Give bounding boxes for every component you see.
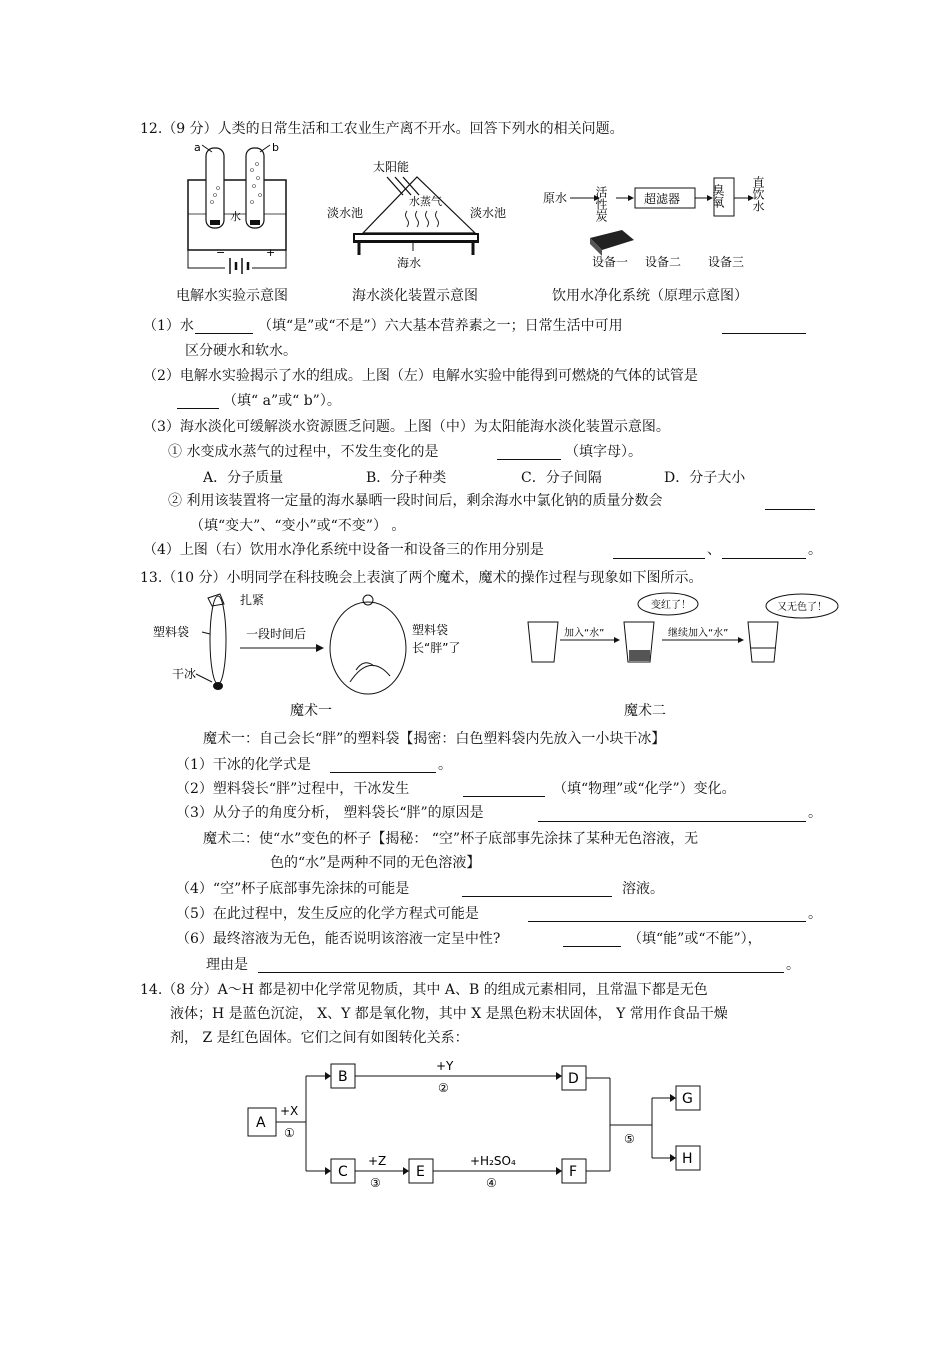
edge-n1: ① xyxy=(284,1126,295,1140)
q12-p3-1-end: （填字母）。 xyxy=(565,444,642,460)
q12-p2-end: （填“ a”或“ b”）。 xyxy=(223,393,341,409)
q13-q5: （5）在此过程中，发生反应的化学方程式可能是 xyxy=(176,906,479,922)
q13-q6-reason: 理由是 xyxy=(206,957,248,973)
caption-magic-one: 魔术一 xyxy=(290,703,332,719)
q12-p4-end: 。 xyxy=(808,542,822,558)
q13-magic1-intro: 魔术一：自己会长“胖”的塑料袋【揭密：白色塑料袋内先放入一小块干冰】 xyxy=(203,731,666,747)
edge-x: +X xyxy=(280,1104,299,1118)
node-c: C xyxy=(338,1164,348,1180)
label-vapor: 水蒸气 xyxy=(409,195,442,208)
caption-magic-two: 魔术二 xyxy=(624,703,666,719)
option-d: D．分子大小 xyxy=(664,470,746,486)
label-carbon: 活性炭 xyxy=(594,186,608,222)
q13-title: 13.（10 分）小明同学在科技晚会上表演了两个魔术，魔术的操作过程与现象如下图所示。 xyxy=(140,570,703,586)
label-minus: − xyxy=(216,246,226,259)
q13-q3-end: 。 xyxy=(808,805,822,821)
q12-p3-1: ① 水变成水蒸气的过程中，不发生变化的是 xyxy=(168,444,439,460)
q13-magic2-intro: 魔术二：使“水”变色的杯子【揭秘： “空”杯子底部事先涂抹了某种无色溶液，无 xyxy=(203,831,699,847)
q13-q1-end: 。 xyxy=(438,757,452,773)
label-filter: 超滤器 xyxy=(644,192,681,206)
label-direct: 直饮水 xyxy=(751,176,765,212)
caption-electrolysis: 电解水实验示意图 xyxy=(176,288,288,304)
label-plus: + xyxy=(266,246,276,259)
label-water: 水 xyxy=(230,210,241,223)
option-a: A．分子质量 xyxy=(203,470,284,486)
edge-n4: ④ xyxy=(486,1176,497,1190)
purification-figure xyxy=(540,168,785,272)
q12-p1-start: （1）水 xyxy=(143,318,194,334)
edge-h2so4: +H₂SO₄ xyxy=(470,1154,516,1168)
answer-blank[interactable] xyxy=(528,921,806,922)
label-b: b xyxy=(272,141,279,154)
label-raw: 原水 xyxy=(543,191,568,205)
edge-n5: ⑤ xyxy=(624,1132,635,1146)
answer-blank[interactable] xyxy=(765,509,815,510)
q13-q6: （6）最终溶液为无色，能否说明该溶液一定呈中性? xyxy=(176,931,501,947)
q14-line3: 剂， Z 是红色固体。它们之间有如图转化关系： xyxy=(170,1030,469,1046)
node-e: E xyxy=(416,1164,425,1180)
q12-p1-end: 区分硬水和软水。 xyxy=(185,343,297,359)
answer-blank[interactable] xyxy=(497,459,561,460)
label-add: 加入“水” xyxy=(564,628,605,639)
answer-blank[interactable] xyxy=(563,946,621,947)
q13-q3: （3）从分子的角度分析， 塑料袋长“胖”的原因是 xyxy=(176,805,484,821)
label-sun: 太阳能 xyxy=(373,160,410,174)
answer-blank[interactable] xyxy=(462,896,612,897)
label-tie: 扎紧 xyxy=(240,593,265,607)
label-ice: 干冰 xyxy=(172,667,197,681)
edge-n2: ② xyxy=(438,1081,449,1095)
q13-q1: （1）干冰的化学式是 xyxy=(176,757,311,773)
q12-p1-mid: （填“是”或“不是”）六大基本营养素之一；日常生活中可用 xyxy=(258,318,623,334)
answer-blank[interactable] xyxy=(177,408,219,409)
label-fresh-left: 淡水池 xyxy=(327,206,364,220)
label-arrow: 一段时间后 xyxy=(246,627,307,641)
node-h: H xyxy=(682,1151,693,1167)
answer-blank[interactable] xyxy=(330,772,436,773)
label-sea: 海水 xyxy=(397,256,422,270)
q13-q2: （2）塑料袋长“胖”过程中，干冰发生 xyxy=(176,781,410,797)
label-clear: 又无色了！ xyxy=(777,602,827,613)
label-dev1: 设备一 xyxy=(592,255,629,269)
q12-p2: （2）电解水实验揭示了水的组成。上图（左）电解水实验中能得到可燃烧的气体的试管是 xyxy=(143,368,698,384)
q13-q5-end: 。 xyxy=(808,906,822,922)
caption-desalination: 海水淡化装置示意图 xyxy=(352,288,478,304)
q12-p3-2: ② 利用该装置将一定量的海水暴晒一段时间后，剩余海水中氯化钠的质量分数会 xyxy=(168,493,663,509)
magic-one-figure xyxy=(150,590,500,700)
q12-p3-2-end: （填“变大”、“变小”或“不变”） 。 xyxy=(190,518,406,534)
answer-blank[interactable] xyxy=(258,972,784,973)
magic-two-figure xyxy=(520,592,840,670)
conversion-diagram xyxy=(240,1055,720,1195)
label-grow1: 塑料袋 xyxy=(412,623,449,637)
q12-p3: （3）海水淡化可缓解淡水资源匮乏问题。上图（中）为太阳能海水淡化装置示意图。 xyxy=(143,419,670,435)
node-a: A xyxy=(256,1115,266,1131)
node-b: B xyxy=(338,1069,348,1085)
q13-q2-end: （填“物理”或“化学”）变化。 xyxy=(553,781,736,797)
edge-z: +Z xyxy=(368,1154,387,1168)
q13-q6-end: 。 xyxy=(786,957,800,973)
node-g: G xyxy=(682,1091,693,1107)
desalination-figure xyxy=(325,155,515,270)
answer-blank[interactable] xyxy=(722,333,806,334)
electrolysis-figure xyxy=(180,140,305,275)
label-fresh-right: 淡水池 xyxy=(470,206,507,220)
q14-line1: 14.（8 分）A～H 都是初中化学常见物质，其中 A、B 的组成元素相同，且常温下都是无色 xyxy=(140,982,708,998)
edge-y: +Y xyxy=(436,1059,454,1073)
label-a: a xyxy=(194,141,201,154)
q12-p4-sep: 、 xyxy=(707,542,721,558)
label-dev3: 设备三 xyxy=(708,255,745,269)
answer-blank[interactable] xyxy=(538,821,806,822)
answer-blank[interactable] xyxy=(195,333,253,334)
q13-magic2-intro-cont: 色的“水”是两种不同的无色溶液】 xyxy=(270,855,481,871)
node-f: F xyxy=(569,1164,578,1180)
caption-purification: 饮用水净化系统（原理示意图） xyxy=(552,288,748,304)
q13-q4: （4）“空”杯子底部事先涂抹的可能是 xyxy=(176,881,410,897)
option-b: B．分子种类 xyxy=(366,470,447,486)
q13-q6-mid: （填“能”或“不能”）， xyxy=(628,931,762,947)
label-grow2: 长“胖”了 xyxy=(412,641,461,655)
q12-title: 12.（9 分）人类的日常生活和工农业生产离不开水。回答下列水的相关问题。 xyxy=(140,121,624,137)
label-ozone: 臭氧 xyxy=(711,184,725,208)
answer-blank[interactable] xyxy=(463,796,545,797)
option-c: C．分子间隔 xyxy=(521,470,602,486)
edge-n3: ③ xyxy=(370,1176,381,1190)
q13-q4-end: 溶液。 xyxy=(622,881,664,897)
node-d: D xyxy=(568,1071,579,1087)
q14-line2: 液体；H 是蓝色沉淀， X、Y 都是氧化物，其中 X 是黑色粉末状固体， Y 常用作食品干燥 xyxy=(170,1006,728,1022)
answer-blank[interactable] xyxy=(613,558,705,559)
label-red: 变红了！ xyxy=(651,600,691,611)
label-bag: 塑料袋 xyxy=(153,625,190,639)
label-cont: 继续加入“水” xyxy=(668,628,729,639)
q12-p4: （4）上图（右）饮用水净化系统中设备一和设备三的作用分别是 xyxy=(143,542,544,558)
answer-blank[interactable] xyxy=(722,558,806,559)
label-dev2: 设备二 xyxy=(645,255,682,269)
